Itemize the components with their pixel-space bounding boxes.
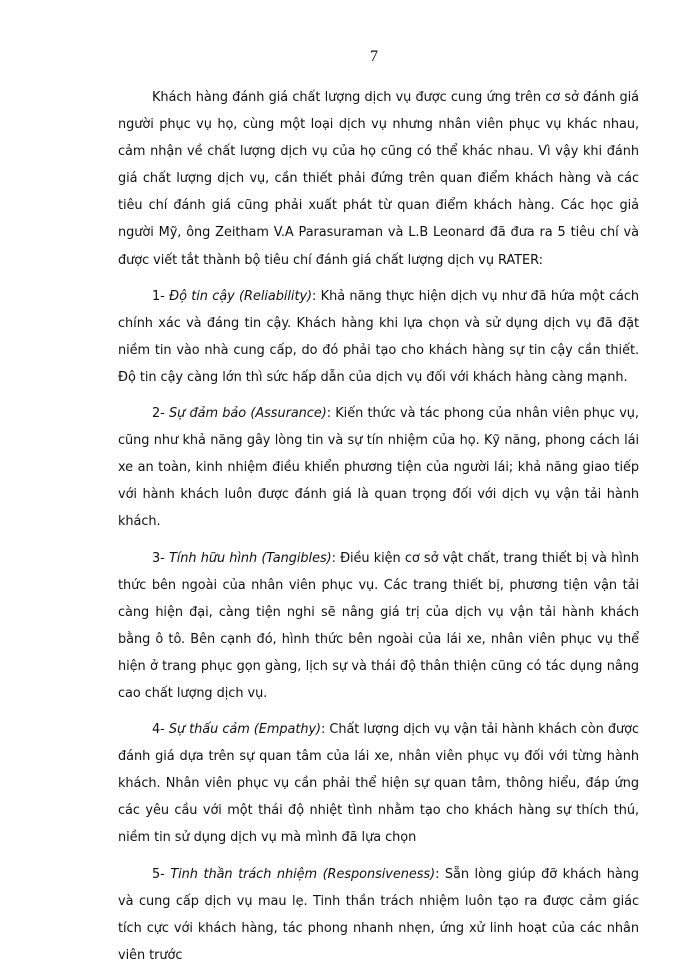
criterion-reliability xyxy=(118,283,639,391)
criterion-text: : Kiến thức và tác phong của nhân viên phục vụ, cũng như khả năng gây lòng tin và sự tín nhiệm của họ. Kỹ năng, phong cách lái xe an toàn, kinh nhiệm điều khiển phương tiện của người lái; khả năng giao tiếp với hành khách luôn được đánh giá là quan trọng đối với dịch vụ vận tải hành khách. xyxy=(118,406,639,530)
criterion-text: : Điều kiện cơ sở vật chất, trang thiết bị và hình thức bên ngoài của nhân viên phục vụ. Các trang thiết bị, phương tiện vận tải càng hiện đại, càng tiện nghi sẽ nâng giá trị của dịch vụ vận tải hành khách bằng ô tô. Bên cạnh đó, hình thức bên ngoài của lái xe, nhân viên phục vụ thể hiện ở trang phục gọn gàng, lịch sự và thái độ thân thiện cũng có tác dụng nâng cao chất lượng dịch vụ. xyxy=(118,550,640,701)
criterion-empathy xyxy=(118,716,639,851)
criterion-term: Sự đảm bảo (Assurance) xyxy=(169,406,327,422)
criterion-term: Sự thấu cảm (Empathy) xyxy=(168,722,322,738)
page-number: 7 xyxy=(370,48,378,65)
criterion-number: 1- xyxy=(152,288,165,304)
criterion-assurance xyxy=(118,400,639,535)
document-body xyxy=(118,84,639,978)
criterion-number: 2- xyxy=(152,406,165,422)
criterion-number: 4- xyxy=(152,722,165,738)
criterion-text: : Sẵn lòng giúp đỡ khách hàng và cung cấp dịch vụ mau lẹ. Tinh thần trách nhiệm luôn tạo ra được cảm giác tích cực với khách hàng, tác phong nhanh nhẹn, ứng xử linh hoạt của các nhân viên trước xyxy=(118,866,639,963)
criterion-number: 3- xyxy=(152,550,165,566)
criterion-number: 5- xyxy=(152,866,165,882)
criterion-text: : Khả năng thực hiện dịch vụ như đã hứa một cách chính xác và đáng tin cậy. Khách hàng khi lựa chọn và sử dụng dịch vụ đã đặt niềm tin vào nhà cung cấp, do đó phải tạo cho khách hàng sự tin cậy cần thiết. Độ tin cậy càng lớn thì sức hấp dẫn của dịch vụ đối với khách hàng càng mạnh. xyxy=(118,288,639,385)
intro-paragraph: Khách hàng đánh giá chất lượng dịch vụ được cung ứng trên cơ sở đánh giá người phục vụ họ, cùng một loại dịch vụ nhưng nhân viên phục vụ khác nhau, cảm nhận về chất lượng dịch vụ của họ cũng có thể khác nhau. Vì vậy khi đánh giá chất lượng dịch vụ, cần thiết phải đứng trên quan điểm khách hàng và các tiêu chí đánh giá cũng phải xuất phát từ quan điểm khách hàng. Các học giả người Mỹ, ông Zeitham V.A Parasuraman và L.B Leonard đã đưa ra 5 tiêu chí và được viết tắt thành bộ tiêu chí đánh giá chất lượng dịch vụ RATER: xyxy=(118,90,639,268)
criterion-responsiveness xyxy=(118,861,639,969)
criterion-tangibles xyxy=(118,545,639,708)
criterion-term: Độ tin cậy (Reliability) xyxy=(169,288,313,304)
criterion-term: Tính hữu hình (Tangibles) xyxy=(168,550,332,566)
criterion-text: : Chất lượng dịch vụ vận tải hành khách còn được đánh giá dựa trên sự quan tâm của lái xe, nhân viên phục vụ đối với từng hành khách. Nhân viên phục vụ cần phải thể hiện sự quan tâm, thông hiểu, đáp ứng các yêu cầu với một thái độ nhiệt tình nhằm tạo cho khách hàng sự thích thú, niềm tin sử dụng dịch vụ mà mình đã lựa chọn xyxy=(118,722,639,846)
criterion-term: Tinh thần trách nhiệm (Responsiveness) xyxy=(170,866,436,882)
